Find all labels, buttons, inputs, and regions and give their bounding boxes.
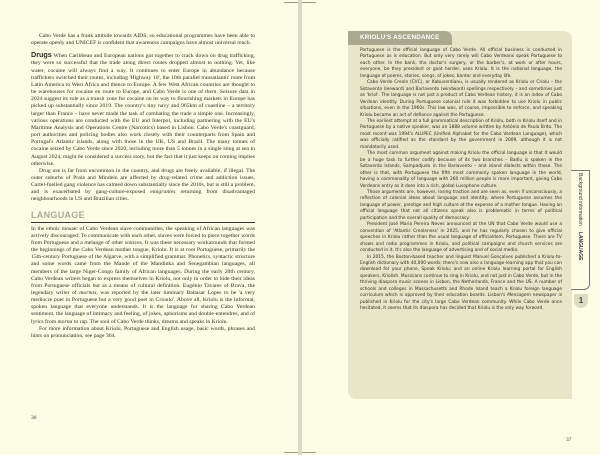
emphasis: mornas xyxy=(79,290,97,296)
box-title: KRIOLU'S ASCENDANCE xyxy=(348,31,452,45)
box-paragraph xyxy=(360,255,562,313)
crop-mark xyxy=(284,2,298,3)
paragraph-drug-use xyxy=(31,168,255,204)
box-paragraph: Cabo Verde Creole (CVC), or Kabuverdianu, is usually rendered as Kriolu or Criolu – the Sotavento (leeward) and Barlavento (windward) spellings respectively – and sometimes just as 'kriol'. The language is not just a product of Cabo Verdean history, it is an index of Cabo Verdean identity. During Portuguese colonial rule it was forbidden to use Kriolu in public situations, even in the 1960s. This law was, of course, impossible to enforce, and speaking Kriolu became an act of defiance against the Portuguese. xyxy=(360,80,562,118)
box-paragraph: President José Maria Pereira Neves announced at the UN that Cabo Verde would use a convention of 'Atlantic Creoleness' in 2025, and he has regularly chosen to give official speeches in Kriolu rather than the usual language of officialdom, Portuguese. There are TV shows and radio programmes in Kriolu, and political campaigns and church services are conducted in it. It's also the language of advertising and of social media. xyxy=(360,222,562,254)
text-run: , was reported by the later luminary Baltasar Lopes to be 'a very mediocre poet in Portuguese but a very good poet in Crioulo'. Above all, Kriolu is the informal, spoken language that everyone understands. It is the language for sharing Cabo Verdean sentiment, the language of intimacy and feeling, of jokes, aphorisms and double-entendres, and of lyrics from xyxy=(31,290,255,325)
box-paragraph: Those arguments are, however, losing traction and are seen as, even if unconsciously, a reflection of colonial ideas about language and identity, where Portuguese assumes the language of power, prestige and high culture at the expense of a mother tongue. Having an official language that not all citizens speak also is problematic in terms of political participation and the overall quality of democracy. xyxy=(360,189,562,221)
box-paragraph: The earliest attempt at a full grammatical description of Kriolu, both in Kriolu itself and in Portuguese by a native speaker, was an 1888 volume written by António de Paula Brito. The most recent was 1994's ALUPEC (Unified Alphabet for the Cabo Verdean Language), which was officially ratified as the standard by the government in 2009, although it is not mandatorily used. xyxy=(360,118,562,150)
text-run: to rap. The soul of Cabo Verde thinks, dreams and speaks in Kriolu. xyxy=(72,318,228,325)
left-page-body xyxy=(31,33,255,340)
chapter-side-tab[interactable] xyxy=(571,170,590,290)
left-page xyxy=(0,0,298,455)
paragraph-aids: Cabo Verde has a frank attitude towards AIDS, so educational programmes have been able to operate openly and UNICEF is confident that awareness campaigns have almost universal reach. xyxy=(31,33,255,47)
crop-mark xyxy=(284,452,298,453)
drugs-text: When Caribbean and European nations got together to crack down on drug trafficking, they were so successful that the trade along direct routes dropped almost to nothing. Yet, like water, cocaine will always find a way. It continues to enter Europe in abundance because traffickers switched their routes, including 'Highway 10', the 10th parallel transatlantic route from Latin America to West Africa and thence to Europe. A few West African countries are thought to be warehouses for cocaine en route to Europe, and Cabo Verde is one of them. Seizure data in 2024 suggest its role as a transit zone for cocaine on its way to flourishing markets in Europe has picked up substantially since 2019. The country's tiny navy and 965km of coastline – a territory larger than France – have never made the task of combating the trade a simple one. Increasingly, various operations are conducted with the EU and Interpol, including partnering with the EU's Maritime Analysis and Operations Centre (Narcotics) based in Lisbon. Cabo Verde's coastguard, port authorities and policing bodies also work closely with their counterparts from Spain and Portugal's Atlantic islands, along with those in the UK, US and Brazil. The many tonnes of cocaine seized by Cabo Verde since 2020, including more than 5 tonnes in a single sting at sea in August 2024, might be considered a success story, but the fact that it just keeps on coming implies otherwise. xyxy=(31,53,255,167)
text-run: In 2015, the Boston-based teacher and linguist Manuel Gonçalves published a Kriolu-to-English dictionary with 40,000 words; there's now also a language-learning app that you can download for your phone, Speak Kriolu; and an online Kriolu learning portal for English speakers, Kriolish. Musicians continue to sing in Kriolu, and not just in Cabo Verde, but in the thriving diaspora music scenes in Lisbon, the Netherlands, France and the US. A number of schools and colleges in Massachusetts and Rhode Island teach a Kriolu foreign language curriculum which is approved by their education boards. Lisbon's xyxy=(360,254,562,299)
emphasis: emigrantes xyxy=(150,189,176,196)
paragraph-language xyxy=(31,226,255,326)
emphasis: morna xyxy=(57,318,73,325)
text-run: returning from disadvantaged neighbourhoods in US and Brazilian cities. xyxy=(31,189,255,203)
section-heading-language: LANGUAGE xyxy=(31,210,255,223)
paragraph-drugs xyxy=(31,51,255,168)
drugs-run-in-heading: Drugs xyxy=(31,50,52,60)
text-run: Drug use is far from uncommon in the country, and drugs are freely available, if illegal. The outer suburbs of Praia and Mindelo are affected by drug-related crime and addiction issues. Cartel-fuelled gang violence has calmed down substantially since the 2010s, but is still a problem, and is exacerbated by gang-culture-exposed xyxy=(31,167,255,196)
sidebar-box-kriolus-ascendance xyxy=(348,31,572,399)
page-number: 37 xyxy=(566,437,572,443)
side-tab-section: Background information xyxy=(577,173,583,226)
text-run: In the ethnic mosaic of Cabo Verdean slave communities, the speaking of African languages was actively discouraged. To communicate with each other, slaves were forced to piece together words from Portuguese and a melange of other sources. It was these necessary workarounds that formed the beginnings of the Cabo Verdean mother tongue, Kriolu. It is at root Portuguese, primarily the 15th-century Portuguese of the Algarve, with a simplified grammar. Phonetics, syntactic structure and some words came from the Mande of the Mandinka and Senegambian languages, all members of the large Niger-Congo family of African languages. During the early 20th century, Cabo Verdean writers began to express themselves in Kriolu, not only in order to hide their ideas from Portuguese officials but as a means of cultural definition. Eugénio Tavares of Brava, the legendary writer of xyxy=(31,225,255,296)
box-body xyxy=(360,48,562,313)
chapter-number: 1 xyxy=(574,294,588,308)
box-paragraph: Portuguese is the official language of Cabo Verde. All official business is conducted in Portuguese as is education. But only very rarely will Cabo Verdeans speak Portuguese to each other. In the bank, the doctor's surgery, or the barber's, at work or after hours, everyone, be they president or goat herder, uses Kriolu. It is the national language, the language of poems, stories, songs, of jokes, banter and everyday life. xyxy=(360,48,562,79)
page-number: 36 xyxy=(31,415,37,421)
crop-mark xyxy=(302,2,316,3)
crop-mark xyxy=(302,452,316,453)
side-tab-label xyxy=(577,173,583,289)
paragraph-more-info: For more information about Kriolu, Portuguese and English usage, basic words, phrases and hints on pronunciation, see page 364. xyxy=(31,325,255,339)
side-tab-topic: LANGUAGE xyxy=(577,231,583,261)
box-paragraph: The most common argument against making Kriolu the official language is that it would be a huge task to further codify because of its two branches – Badiu is spoken in the Sotavento Islands, Sampadjudu in the Barlavento – and island dialects within those. The other is that, with Portuguese the fifth most commonly spoken language in the world, having a commonality of language with 260 million people is more important, giving Cabo Verdeans entry as it does into a rich, global Lusophone culture. xyxy=(360,151,562,189)
text-run: newspaper is published in Kriolu for the city's large Cabo Verdean community. While Cabo Verde once hesitated, it seems that its diaspora has decided that Kriolu is the only way forward. xyxy=(360,293,562,312)
emphasis: Mensagem xyxy=(507,293,531,299)
